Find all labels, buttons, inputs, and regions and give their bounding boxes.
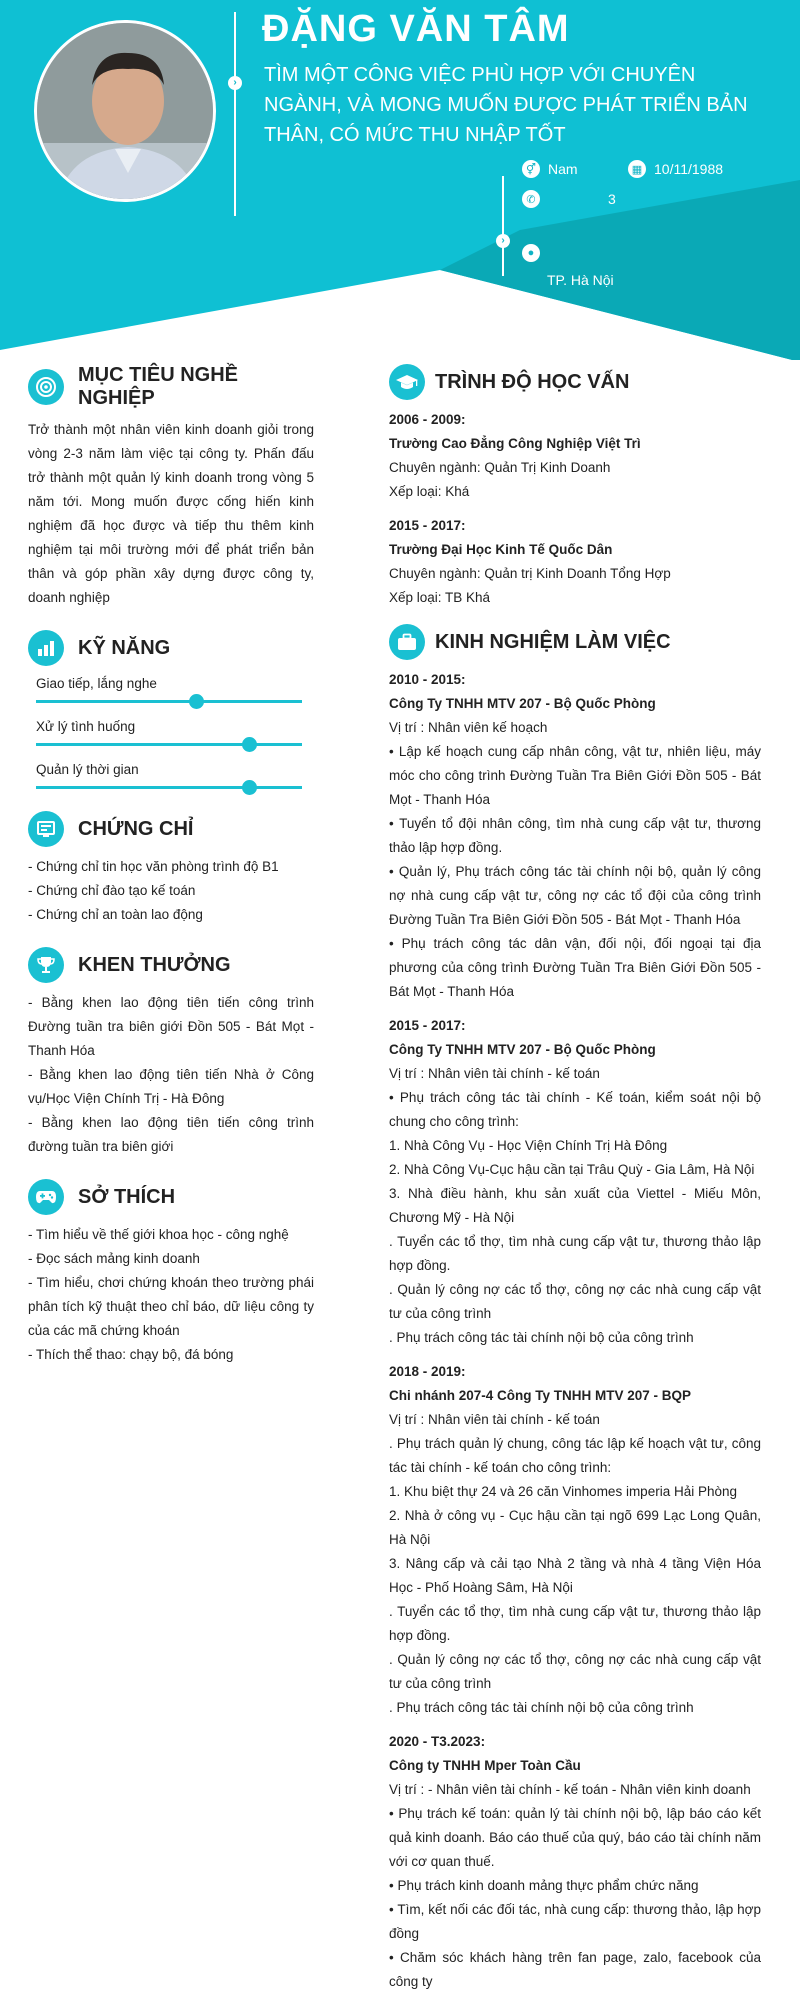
education-period: 2006 - 2009:: [389, 412, 466, 427]
experience-detail: . Quản lý công nợ các tổ thợ, công nợ các nhà cung cấp vật tư của công trình: [389, 1282, 761, 1321]
experience-detail: • Phụ trách kinh doanh mảng thực phẩm chức năng: [389, 1878, 699, 1893]
chart-icon: [28, 630, 64, 666]
birthday-value: 10/11/1988: [654, 161, 724, 177]
address-value: TP. Hà Nội: [547, 272, 614, 288]
headline: TÌM MỘT CÔNG VIỆC PHÙ HỢP VỚI CHUYÊN NGÀNH, VÀ MONG MUỐN ĐƯỢC PHÁT TRIỂN BẢN THÂN, CÓ MỨC THU NHẬP TỐT: [264, 64, 748, 146]
section-title: SỞ THÍCH: [78, 1185, 176, 1208]
award-item: - Bằng khen lao động tiên tiến công trình đường tuần tra biên giới: [28, 1115, 314, 1154]
experience-detail: 2. Nhà Công Vụ-Cục hậu cần tại Trâu Quỳ - Gia Lâm, Hà Nội: [389, 1162, 755, 1177]
experience-period: 2020 - T3.2023:: [389, 1734, 486, 1749]
skill-label: Giao tiếp, lắng nghe: [36, 676, 157, 691]
school-name: Trường Đại Học Kinh Tế Quốc Dân: [389, 542, 613, 557]
certificate-item: - Chứng chỉ tin học văn phòng trình độ B1: [28, 859, 279, 874]
trophy-icon: [28, 947, 64, 983]
education-header: [389, 364, 761, 400]
education-grade: Xếp loại: Khá: [389, 484, 470, 499]
experience-detail: Vị trí : - Nhân viên tài chính - kế toán - Nhân viên kinh doanh: [389, 1782, 751, 1797]
education-period: 2015 - 2017:: [389, 518, 466, 533]
skill-label: Quản lý thời gian: [36, 762, 139, 777]
career-goal-section: [28, 364, 314, 610]
experience-entry: [389, 1730, 761, 1994]
awards-list: [28, 991, 314, 1159]
experience-detail: 1. Nhà Công Vụ - Học Viện Chính Trị Hà Đông: [389, 1138, 668, 1153]
phone-info: [522, 190, 616, 208]
experience-detail: 3. Nâng cấp và cải tạo Nhà 2 tầng và nhà 4 tầng Viện Hóa Học - Phố Hoàng Sâm, Hà Nội: [389, 1556, 761, 1595]
graduation-cap-icon: [389, 364, 425, 400]
avatar: [34, 20, 216, 202]
experience-detail: . Quản lý công nợ các tổ thợ, công nợ các nhà cung cấp vật tư của công trình: [389, 1652, 761, 1691]
chevron-right-icon: ›: [496, 234, 510, 248]
certificates-section: [28, 811, 314, 927]
company-name: Công Ty TNHH MTV 207 - Bộ Quốc Phòng: [389, 696, 656, 711]
skill-item: [36, 674, 314, 703]
career-goal-text: Trở thành một nhân viên kinh doanh giỏi trong vòng 2-3 năm làm việc tại công ty. Phấn đấu trở thành một quản lý kinh doanh trong vòng 5 năm tới. Mong muốn được cống hiến kinh nghiệm đã học được và tiếp thu thêm kinh nghiệm tại môi trường mới để phát triển bản thân và góp phần xây dựng được công ty, doanh nghiệp: [28, 422, 314, 605]
award-item: - Bằng khen lao động tiên tiến Nhà ở Công vụ/Học Viện Chính Trị - Hà Đông: [28, 1067, 314, 1106]
timeline-line: [502, 176, 504, 276]
section-title: KHEN THƯỞNG: [78, 953, 231, 976]
address-text: [547, 272, 614, 288]
skills-list: [28, 674, 314, 789]
hobbies-section: [28, 1179, 314, 1367]
career-goal-header: [28, 364, 314, 410]
experience-entry: [389, 1014, 761, 1350]
experience-detail: . Phụ trách công tác tài chính nội bộ của công trình: [389, 1330, 694, 1345]
calendar-icon: ▦: [628, 160, 646, 178]
skills-section: [28, 630, 314, 789]
skills-header: [28, 630, 314, 666]
phone-value: 3: [608, 191, 616, 207]
hobby-item: - Tìm hiểu, chơi chứng khoán theo trường phái phân tích kỹ thuật theo chỉ báo, dữ liệu công ty của các mã chứng khoán: [28, 1275, 314, 1338]
gamepad-icon: [28, 1179, 64, 1215]
certificate-item: - Chứng chỉ đào tạo kế toán: [28, 883, 196, 898]
experience-detail: • Chăm sóc khách hàng trên fan page, zalo, facebook của công ty: [389, 1950, 761, 1989]
target-icon: [28, 369, 64, 405]
hobby-item: - Tìm hiểu về thế giới khoa học - công nghệ: [28, 1227, 289, 1242]
company-name: Công Ty TNHH MTV 207 - Bộ Quốc Phòng: [389, 1042, 656, 1057]
experience-detail: • Tuyển tổ đội nhân công, tìm nhà cung cấp vật tư, thương thảo lập hợp đồng.: [389, 816, 761, 855]
certificate-icon: [28, 811, 64, 847]
experience-period: 2010 - 2015:: [389, 672, 466, 687]
experience-detail: 3. Nhà điều hành, khu sản xuất của Viettel - Miếu Môn, Chương Mỹ - Hà Nội: [389, 1186, 761, 1225]
left-column: [28, 364, 314, 1367]
birthday-info: [628, 160, 723, 178]
awards-section: [28, 947, 314, 1159]
section-title: MỤC TIÊU NGHỀ NGHIỆP: [78, 364, 238, 409]
experience-detail: Vị trí : Nhân viên tài chính - kế toán: [389, 1412, 600, 1427]
education-entry: [389, 408, 761, 504]
candidate-name: ĐẶNG VĂN TÂM: [262, 8, 570, 50]
experience-detail: Vị trí : Nhân viên tài chính - kế toán: [389, 1066, 600, 1081]
address-info: [522, 244, 540, 262]
company-name: Công ty TNHH Mper Toàn Cầu: [389, 1758, 581, 1773]
gender-value: Nam: [548, 161, 578, 177]
hobbies-list: [28, 1223, 314, 1367]
school-name: Trường Cao Đẳng Công Nghiệp Việt Trì: [389, 436, 641, 451]
skill-item: [36, 760, 314, 789]
education-entry: [389, 514, 761, 610]
avatar-photo: [37, 23, 216, 202]
experience-detail: 2. Nhà ở công vụ - Cục hậu cần tại ngõ 699 Lạc Long Quân, Hà Nội: [389, 1508, 761, 1547]
education-major: Chuyên ngành: Quản trị Kinh Doanh Tổng Hợp: [389, 566, 671, 581]
location-icon: ●: [522, 244, 540, 262]
education-major: Chuyên ngành: Quản Trị Kinh Doanh: [389, 460, 611, 475]
education-grade: Xếp loại: TB Khá: [389, 590, 491, 605]
experience-list: [389, 668, 761, 1994]
experience-detail: • Phụ trách công tác tài chính - Kế toán, kiểm soát nội bộ chung cho công trình:: [389, 1090, 761, 1129]
company-name: Chi nhánh 207-4 Công Ty TNHH MTV 207 - BQP: [389, 1388, 692, 1403]
awards-header: [28, 947, 314, 983]
experience-period: 2015 - 2017:: [389, 1018, 466, 1033]
experience-detail: . Tuyển các tổ thợ, tìm nhà cung cấp vật tư, thương thảo lập hợp đồng.: [389, 1234, 761, 1273]
header-banner: [0, 0, 800, 360]
hobby-item: - Thích thể thao: chạy bộ, đá bóng: [28, 1347, 234, 1362]
skill-item: [36, 717, 314, 746]
gender-icon: ⚥: [522, 160, 540, 178]
section-title: KỸ NĂNG: [78, 636, 171, 659]
experience-detail: . Phụ trách quản lý chung, công tác lập kế hoạch vật tư, công tác tài chính - kế toán cho công trình:: [389, 1436, 761, 1475]
briefcase-icon: [389, 624, 425, 660]
section-title: TRÌNH ĐỘ HỌC VẤN: [435, 370, 630, 393]
skill-level-knob: [189, 694, 204, 709]
gender-info: [522, 160, 578, 178]
skill-bar: [36, 743, 302, 746]
experience-detail: • Tìm, kết nối các đối tác, nhà cung cấp: thương thảo, lập hợp đồng: [389, 1902, 761, 1941]
experience-detail: Vị trí : Nhân viên kế hoạch: [389, 720, 548, 735]
hobbies-header: [28, 1179, 314, 1215]
skill-level-knob: [242, 780, 257, 795]
hobby-item: - Đọc sách mảng kinh doanh: [28, 1251, 200, 1266]
skill-bar: [36, 700, 302, 703]
certificates-header: [28, 811, 314, 847]
education-section: [389, 364, 761, 610]
experience-detail: . Tuyển các tổ thợ, tìm nhà cung cấp vật tư, thương thảo lập hợp đồng.: [389, 1604, 761, 1643]
experience-entry: [389, 1360, 761, 1720]
right-column: [389, 364, 761, 2000]
experience-entry: [389, 668, 761, 1004]
certificates-list: [28, 855, 314, 927]
experience-header: [389, 624, 761, 660]
chevron-right-icon: ›: [228, 76, 242, 90]
award-item: - Bằng khen lao động tiên tiến công trình Đường tuần tra biên giới Đồn 505 - Bát Mọt - Thanh Hóa: [28, 995, 314, 1058]
timeline-line: [234, 12, 236, 216]
experience-detail: • Quản lý, Phụ trách công tác tài chính nội bộ, quản lý công nợ nhà cung cấp vật tư, công nợ các tổ đội của công trình Đường Tuần Tra Biên Giới Đồn 505 - Bát Mọt - Thanh Hóa: [389, 864, 761, 927]
skill-bar: [36, 786, 302, 789]
section-title: CHỨNG CHỈ: [78, 817, 194, 840]
experience-detail: . Phụ trách công tác tài chính nội bộ của công trình: [389, 1700, 694, 1715]
skill-level-knob: [242, 737, 257, 752]
experience-detail: 1. Khu biệt thự 24 và 26 căn Vinhomes imperia Hải Phòng: [389, 1484, 738, 1499]
section-title: KINH NGHIỆM LÀM VIỆC: [435, 630, 671, 653]
experience-detail: • Phụ trách kế toán: quản lý tài chính nội bộ, lập báo cáo kết quả kinh doanh. Báo cáo thuế của quý, báo cáo tài chính năm với cơ quan thuế.: [389, 1806, 761, 1869]
certificate-item: - Chứng chỉ an toàn lao động: [28, 907, 203, 922]
experience-detail: • Lập kế hoạch cung cấp nhân công, vật tư, nhiên liệu, máy móc cho công trình Đường Tuần Tra Biên Giới Đồn 505 - Bát Mọt - Thanh Hóa: [389, 744, 761, 807]
experience-period: 2018 - 2019:: [389, 1364, 466, 1379]
experience-section: [389, 624, 761, 1994]
experience-detail: • Phụ trách công tác dân vận, đối nội, đối ngoại tại địa phương của công trình Đường Tuần Tra Biên Giới Đồn 505 - Bát Mọt - Thanh Hóa: [389, 936, 761, 999]
skill-label: Xử lý tình huống: [36, 719, 136, 734]
phone-icon: ✆: [522, 190, 540, 208]
education-list: [389, 408, 761, 610]
